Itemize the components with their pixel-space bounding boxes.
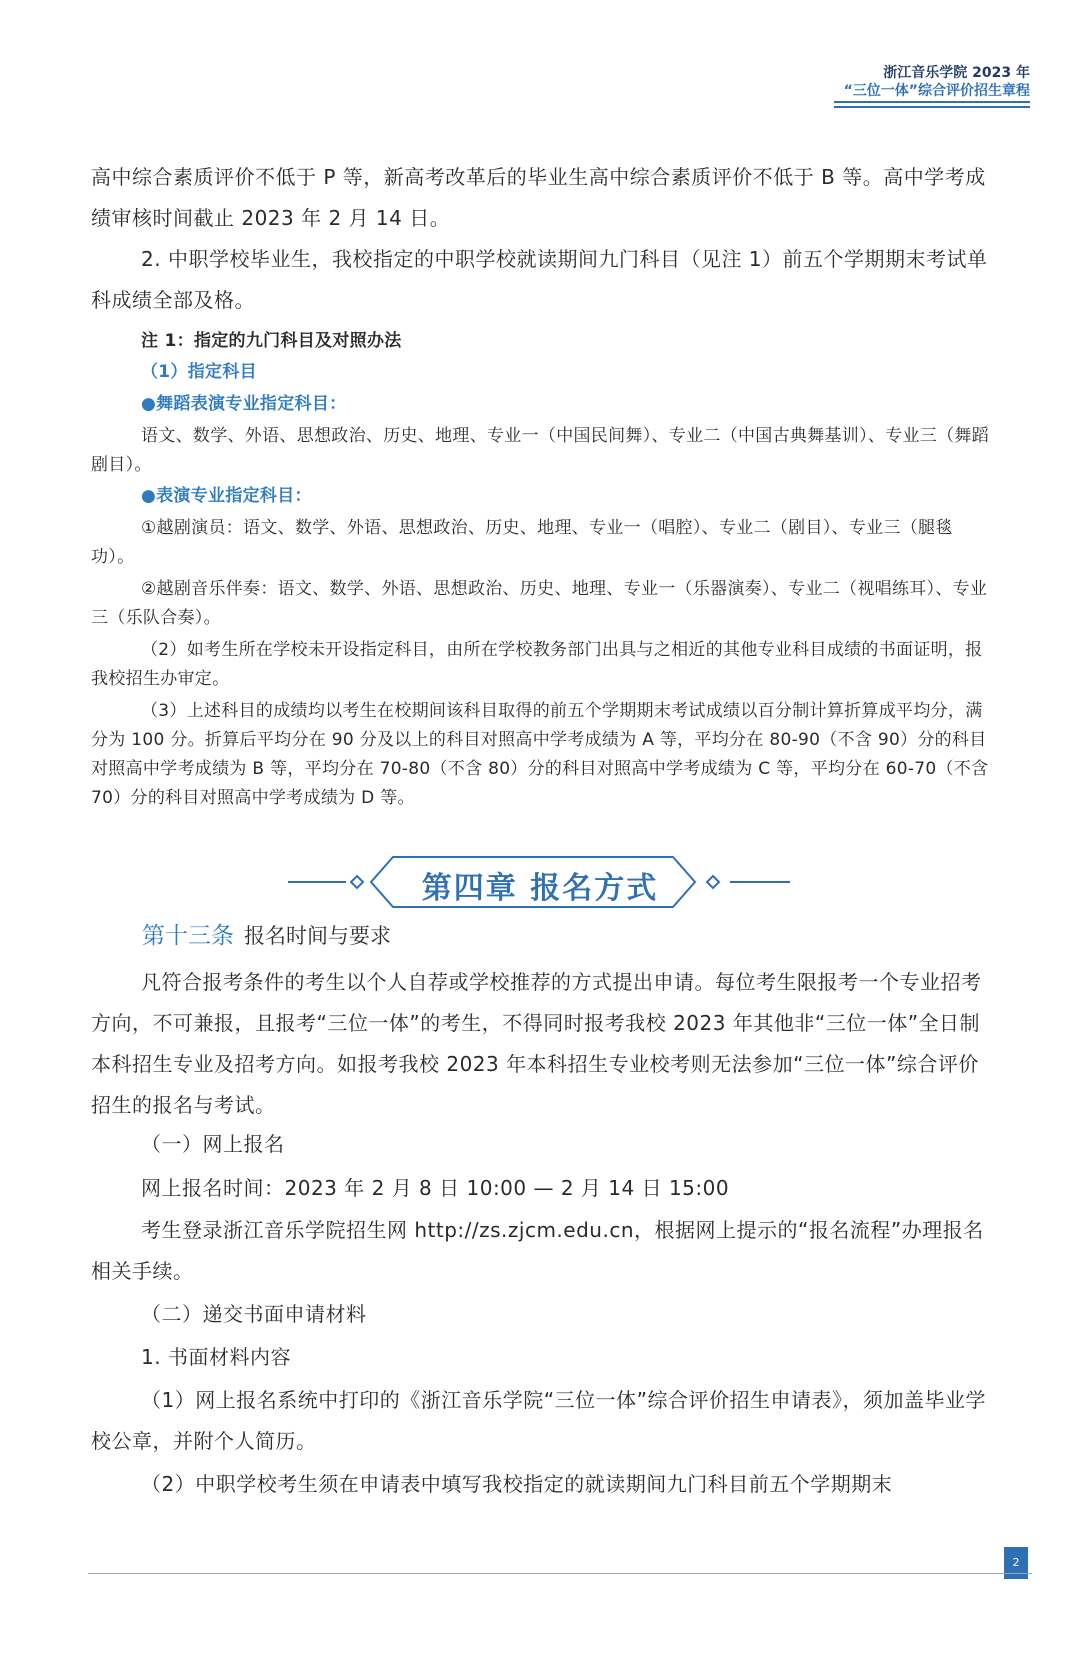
- chapter-banner: [0, 853, 1080, 911]
- article-number: 第十三条: [142, 923, 234, 949]
- intro-paragraph-2: 2. 中职学校毕业生，我校指定的中职学校就读期间九门科目（见注 1）前五个学期期末考试单科成绩全部及格。: [91, 247, 988, 312]
- online-registration-time: 网上报名时间：2023 年 2 月 8 日 10:00 — 2 月 14 日 15:00: [141, 1176, 730, 1200]
- page-number: 2: [1004, 1547, 1028, 1579]
- submit-materials-heading: （二）递交书面申请材料: [141, 1302, 367, 1326]
- intro-paragraph-1: 高中综合素质评价不低于 P 等，新高考改革后的毕业生高中综合素质评价不低于 B 等。高中学考成绩审核时间截止 2023 年 2 月 14 日。: [91, 165, 986, 230]
- article-title: 报名时间与要求: [244, 924, 391, 948]
- note-dance-subjects: 语文、数学、外语、思想政治、历史、地理、专业一（中国民间舞）、专业二（中国古典舞基训）、专业三（舞蹈剧目）。: [91, 426, 989, 475]
- note-subheading-designated: （1）指定科目: [141, 362, 257, 382]
- note-yueju-music: ②越剧音乐伴奏：语文、数学、外语、思想政治、历史、地理、专业一（乐器演奏）、专业二（视唱练耳）、专业三（乐队合奏）。: [91, 579, 988, 628]
- note-performance-heading: ●表演专业指定科目：: [141, 486, 312, 506]
- note-title: 注 1：指定的九门科目及对照办法: [141, 331, 402, 351]
- header-rule-bottom: [834, 106, 1030, 108]
- footer-rule: [88, 1573, 1032, 1574]
- online-registration-text: 考生登录浙江音乐学院招生网 http://zs.zjcm.edu.cn，根据网上提示的“报名流程”办理报名相关手续。: [91, 1218, 984, 1283]
- header-document-title: “三位一体”综合评价招生章程: [843, 83, 1030, 99]
- note-dance-heading: ●舞蹈表演专业指定科目：: [141, 394, 347, 414]
- materials-content-heading: 1. 书面材料内容: [141, 1345, 291, 1369]
- online-registration-heading: （一）网上报名: [141, 1132, 285, 1156]
- note-paragraph-3: （3）上述科目的成绩均以考生在校期间该科目取得的前五个学期期末考试成绩以百分制计算折算成平均分，满分为 100 分。折算后平均分在 90 分及以上的科目对照高中学考成绩为 A 等，平均分在 80-90（不含 90）分的科目对照高中学考成绩为 B 等，平均分在 70-80（不含 80）分的科目对照高中学考成绩为 C 等，平均分在 60-70（不含 70）分的科目对照高中学考成绩为 D 等。: [91, 701, 989, 808]
- chapter-title: 第四章 报名方式: [421, 871, 659, 906]
- article-paragraph-1: 凡符合报考条件的考生以个人自荐或学校推荐的方式提出申请。每位考生限报考一个专业招考方向，不可兼报，且报考“三位一体”的考生，不得同时报考我校 2023 年其他非“三位一体”全日制本科招生专业及招考方向。如报考我校 2023 年本科招生专业校考则无法参加“三位一体”综合评价招生的报名与考试。: [91, 970, 982, 1117]
- article-heading: [142, 918, 391, 954]
- header-rule-top: [834, 101, 1030, 103]
- materials-item-1: （1）网上报名系统中打印的《浙江音乐学院“三位一体”综合评价招生申请表》，须加盖毕业学校公章，并附个人简历。: [91, 1388, 986, 1453]
- materials-item-2: （2）中职学校考生须在申请表中填写我校指定的就读期间九门科目前五个学期期末: [141, 1472, 893, 1496]
- note-paragraph-2: （2）如考生所在学校未开设指定科目，由所在学校教务部门出具与之相近的其他专业科目成绩的书面证明，报我校招生办审定。: [91, 640, 983, 689]
- note-yueju-actor: ①越剧演员：语文、数学、外语、思想政治、历史、地理、专业一（唱腔）、专业二（剧目）、专业三（腿毯功）。: [91, 518, 953, 567]
- header-school-year: 浙江音乐学院 2023 年: [883, 65, 1030, 81]
